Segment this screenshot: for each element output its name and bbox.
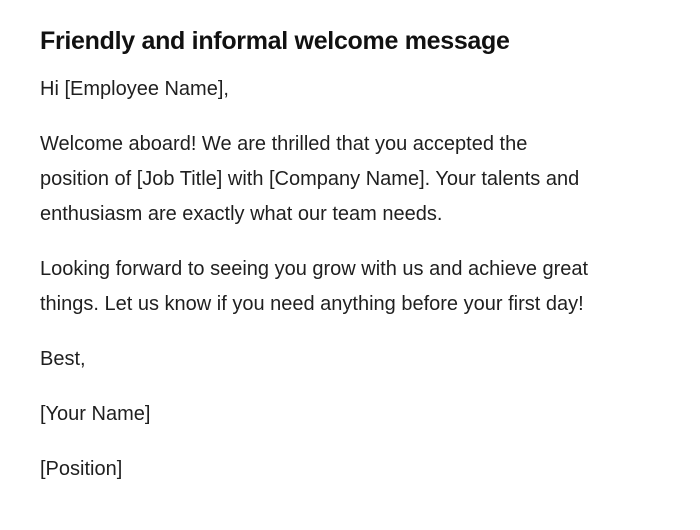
paragraph-line: Welcome aboard! We are thrilled that you accepted the xyxy=(40,133,528,155)
sender-position: [Position] xyxy=(40,458,123,480)
paragraph-line: enthusiasm are exactly what our team needs. xyxy=(40,203,443,225)
greeting-text: Hi [Employee Name], xyxy=(40,78,229,100)
paragraph-line: Looking forward to seeing you grow with us and achieve great xyxy=(40,258,589,280)
message-document xyxy=(40,24,650,507)
page-title: Friendly and informal welcome message xyxy=(40,27,510,55)
sender-name: [Your Name] xyxy=(40,403,151,425)
welcome-paragraph xyxy=(40,127,650,232)
signoff-text: Best, xyxy=(40,348,86,370)
paragraph-line: things. Let us know if you need anything before your first day! xyxy=(40,293,584,315)
closing-paragraph xyxy=(40,252,650,322)
paragraph-line: position of [Job Title] with [Company Name]. Your talents and xyxy=(40,168,580,190)
